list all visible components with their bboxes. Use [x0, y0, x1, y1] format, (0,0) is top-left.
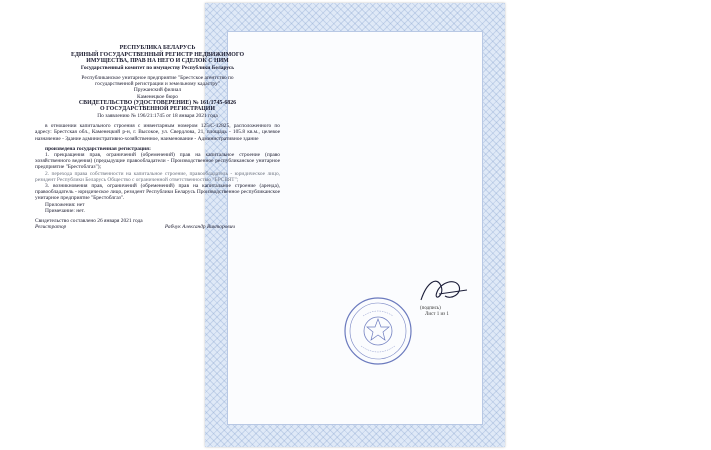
registration-item-1: 1. прекращения прав, ограничений (обременений) прав на капитальное строение (право хозяйственного ведения) (предыдущие правообладатели - Производственное республиканское унитарное предприятие "Брестоблгаз");: [35, 152, 280, 171]
agency-line-4: Каменецкое бюро: [137, 93, 178, 100]
header-republic: РЕСПУБЛИКА БЕЛАРУСЬ: [119, 45, 196, 51]
header-property: ИМУЩЕСТВА, ПРАВ НА НЕГО И СДЕЛОК С НИМ: [86, 58, 229, 65]
sheet-number: Лист 1 из 1: [425, 312, 449, 317]
agency-line-1: Республиканское унитарное предприятие "Брестское агентство по: [81, 74, 234, 81]
registration-heading: произведена государственная регистрация:: [45, 145, 151, 152]
official-seal-icon: [343, 296, 413, 366]
signature-caption: (подпись): [420, 306, 441, 311]
header-register: ЕДИНЫЙ ГОСУДАРСТВЕННЫЙ РЕГИСТР НЕДВИЖИМОГО: [70, 51, 245, 58]
certificate-subtitle: О ГОСУДАРСТВЕННОЙ РЕГИСТРАЦИИ: [100, 106, 215, 113]
certificate-title: СВИДЕТЕЛЬСТВО (УДОСТОВЕРЕНИЕ) № 161/1745-6826: [78, 99, 237, 106]
issued-line: Свидетельство составлено 26 января 2021 года: [35, 218, 143, 225]
header-committee: Государственный комитет по имуществу Республики Беларусь: [80, 64, 235, 71]
agency-line-3: Пружанский филиал: [133, 87, 182, 94]
agency-line-2: государственной регистрации и земельному кадастру": [95, 81, 220, 88]
registration-item-2: 2. перехода права собственности на капитальное строение, правообладатель - юридическое лицо, резидент Республики Беларусь Общество с ограниченной ответственностью "БРСВЯТ";: [35, 170, 280, 183]
application-line: По заявлению № 196/21:1745 от 18 января 2021 года: [97, 112, 218, 119]
registrar-name: Рабчук Александр Викторович: [164, 224, 235, 231]
object-description: в отношении капитального строения с инвентарным номером 125/С-12825, расположенного по адресу: Брестская обл., Каменецкий р-н, г. Высокое, ул. Свердлова, 21, площадь - 105.8 кв.м., целевое назначение - Здание административно-хозяйственное, наименование - Административное здание: [35, 123, 280, 142]
note-line: Примечание: нет.: [45, 207, 85, 214]
registrar-label: Регистратор: [35, 224, 67, 231]
attachments-line: Приложения: нет: [45, 201, 85, 208]
registration-item-3: 3. возникновения прав, ограничений (обременений) прав на капитальное строение (аренда), правообладатель - юридическое лицо, резидент Республики Беларусь Производственное республиканское унитарное предприятие "Брестоблгаз".: [35, 183, 280, 202]
certificate-body: [35, 45, 280, 230]
